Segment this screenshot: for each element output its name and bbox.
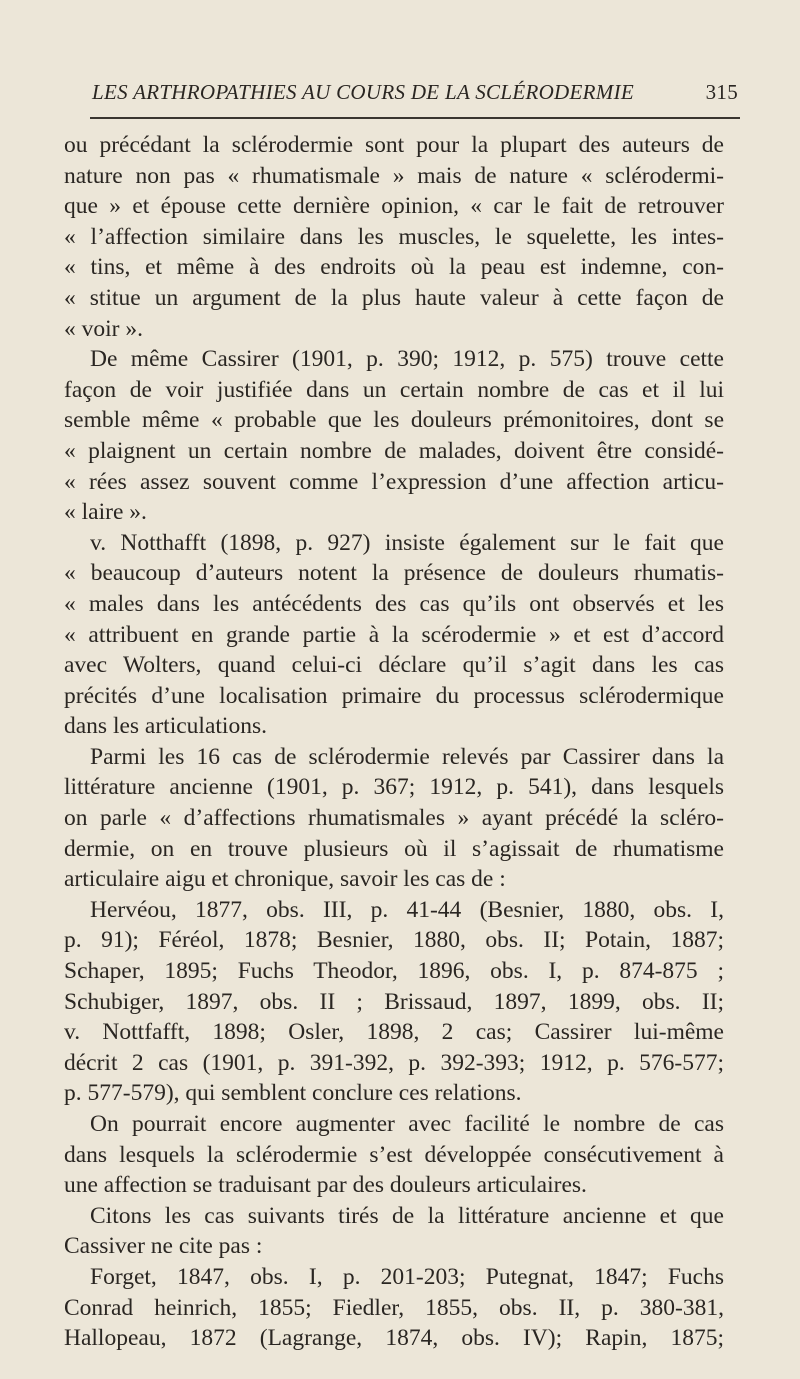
text-line: « attribuent en grande partie à la scérodermie » et est d’accord — [64, 621, 724, 648]
running-header — [92, 80, 738, 105]
text-line: p. 577-579), qui semblent conclure ces relations. — [64, 1080, 522, 1107]
text-line: « stitue un argument de la plus haute valeur à cette façon de — [64, 284, 724, 311]
text-line: v. Nottfafft, 1898; Osler, 1898, 2 cas; Cassirer lui-même — [64, 1019, 724, 1046]
text-line: « beaucoup d’auteurs notent la présence de douleurs rhumatis- — [64, 560, 724, 587]
text-line: dermie, on en trouve plusieurs où il s’agissait de rhumatisme — [64, 835, 724, 862]
text-line: p. 91); Féréol, 1878; Besnier, 1880, obs. II; Potain, 1887; — [64, 927, 724, 954]
text-line: façon de voir justifiée dans un certain nombre de cas et il lui — [64, 376, 724, 403]
text-line: Conrad heinrich, 1855; Fiedler, 1855, obs. II, p. 380-381, — [64, 1294, 724, 1321]
text-line: précités d’une localisation primaire du processus sclérodermique — [64, 682, 724, 709]
running-title: LES ARTHROPATHIES AU COURS DE LA SCLÉRODERMIE — [92, 80, 634, 104]
body-text — [64, 130, 724, 1354]
text-line: nature non pas « rhumatismale » mais de nature « sclérodermi- — [64, 162, 724, 189]
text-line: « plaignent un certain nombre de malades, doivent être considé- — [64, 437, 724, 464]
text-line: une affection se traduisant par des douleurs articulaires. — [64, 1172, 587, 1199]
text-line: « l’affection similaire dans les muscles, le squelette, les intes- — [64, 223, 724, 250]
text-line: Cassiver ne cite pas : — [64, 1233, 263, 1260]
text-line: dans lesquels la sclérodermie s’est développée consécutivement à — [64, 1141, 724, 1168]
text-line: ou précédant la sclérodermie sont pour la plupart des auteurs de — [64, 132, 724, 158]
text-line: semble même « probable que les douleurs prémonitoires, dont se — [64, 407, 724, 434]
text-line: littérature ancienne (1901, p. 367; 1912, p. 541), dans lesquels — [64, 774, 724, 801]
text-line: Hervéou, 1877, obs. III, p. 41-44 (Besnier, 1880, obs. I, — [90, 896, 724, 923]
text-line: décrit 2 cas (1901, p. 391-392, p. 392-393; 1912, p. 576-577; — [64, 1049, 724, 1076]
text-line: dans les articulations. — [64, 713, 267, 740]
text-line: De même Cassirer (1901, p. 390; 1912, p. 575) trouve cette — [90, 346, 724, 373]
text-line: Schaper, 1895; Fuchs Theodor, 1896, obs. I, p. 874-875 ; — [64, 958, 724, 985]
header-rule — [90, 117, 740, 119]
text-line: que » et épouse cette dernière opinion, « car le fait de retrouver — [64, 193, 724, 220]
text-line: « tins, et même à des endroits où la peau est indemne, con- — [64, 254, 724, 281]
text-line: « males dans les antécédents des cas qu’ils ont observés et les — [64, 590, 724, 617]
text-line: articulaire aigu et chronique, savoir les cas de : — [64, 866, 506, 893]
text-line: Parmi les 16 cas de sclérodermie relevés par Cassirer dans la — [90, 743, 724, 770]
text-line: « voir ». — [64, 315, 143, 342]
text-line: on parle « d’affections rhumatismales » ayant précédé la scléro- — [64, 805, 724, 832]
text-line: v. Notthafft (1898, p. 927) insiste également sur le fait que — [90, 529, 724, 556]
text-line: « laire ». — [64, 499, 147, 526]
text-line: avec Wolters, quand celui-ci déclare qu’il s’agit dans les cas — [64, 652, 724, 679]
text-line: Citons les cas suivants tirés de la littérature ancienne et que — [90, 1202, 724, 1229]
text-line: Forget, 1847, obs. I, p. 201-203; Putegnat, 1847; Fuchs — [90, 1263, 724, 1290]
text-line: Schubiger, 1897, obs. II ; Brissaud, 1897, 1899, obs. II; — [64, 988, 724, 1015]
text-line: « rées assez souvent comme l’expression d’une affection articu- — [64, 468, 724, 495]
text-line: On pourrait encore augmenter avec facilité le nombre de cas — [90, 1111, 724, 1137]
text-line: Hallopeau, 1872 (Lagrange, 1874, obs. IV); Rapin, 1875; — [64, 1325, 724, 1352]
page-number: 315 — [705, 80, 738, 104]
